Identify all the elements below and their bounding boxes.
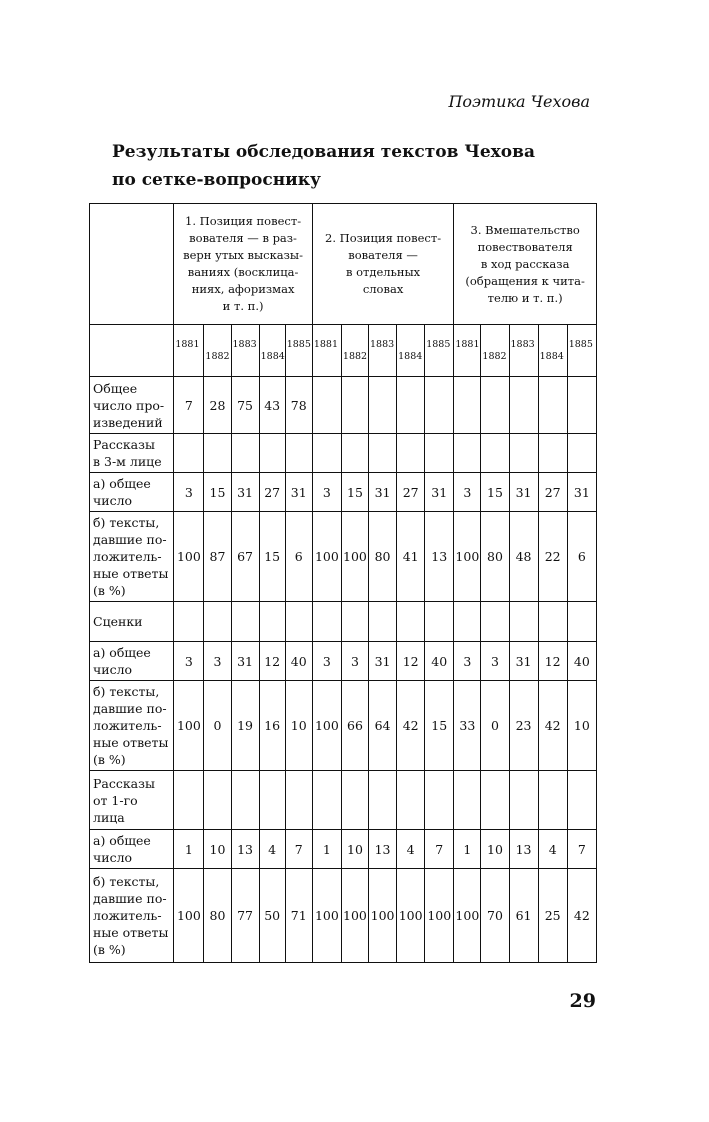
value-cell — [509, 434, 538, 473]
year-header-cell — [509, 325, 538, 377]
row-label-line: лица — [93, 809, 125, 825]
value-cell — [312, 602, 341, 642]
table-row — [90, 602, 597, 642]
value-cell: 3 — [454, 473, 481, 512]
value-cell — [204, 602, 231, 642]
value-cell: 15 — [259, 512, 285, 602]
year-header-cell — [481, 325, 509, 377]
value-cell: 48 — [509, 512, 538, 602]
value-cell: 12 — [259, 642, 285, 681]
row-label — [90, 473, 174, 512]
year-header-cell — [285, 325, 312, 377]
value-cell — [369, 771, 397, 830]
value-cell: 87 — [204, 512, 231, 602]
value-cell: 67 — [231, 512, 259, 602]
value-cell: 42 — [567, 869, 596, 963]
year-label: 1882 — [342, 351, 368, 362]
value-cell: 13 — [509, 830, 538, 869]
group-header-2: 2. Позиция повест- вователя — в отдельных словах — [312, 204, 454, 325]
page-number: 29 — [569, 990, 596, 1012]
value-cell: 3 — [174, 473, 204, 512]
value-cell: 100 — [454, 512, 481, 602]
value-cell: 100 — [454, 869, 481, 963]
value-cell — [174, 771, 204, 830]
value-cell: 42 — [397, 681, 425, 771]
value-cell: 12 — [538, 642, 567, 681]
year-header-cell — [174, 325, 204, 377]
year-label: 1881 — [455, 339, 480, 350]
row-label-line: ные ответы — [93, 735, 169, 750]
value-cell — [285, 434, 312, 473]
value-cell: 1 — [454, 830, 481, 869]
value-cell — [538, 602, 567, 642]
running-header: Поэтика Чехова — [448, 92, 590, 111]
value-cell: 71 — [285, 869, 312, 963]
row-label-line: в 3-м лице — [93, 454, 162, 469]
row-label-line: давшие по- — [93, 532, 167, 547]
value-cell: 31 — [369, 642, 397, 681]
value-cell: 100 — [397, 869, 425, 963]
row-label-line: давшие по- — [93, 701, 167, 716]
row-label-line: Рассказы — [93, 437, 155, 452]
value-cell: 31 — [567, 473, 596, 512]
value-cell: 10 — [204, 830, 231, 869]
value-cell — [397, 771, 425, 830]
row-label-line: число — [93, 662, 133, 677]
row-label — [90, 771, 174, 830]
title-line-2: по сетке-вопроснику — [112, 170, 321, 190]
row-label-line: б) тексты, — [93, 515, 160, 530]
year-label: 1882 — [482, 351, 507, 362]
value-cell: 10 — [341, 830, 368, 869]
year-label: 1883 — [370, 339, 395, 350]
row-label-line: Общее — [93, 380, 138, 396]
value-cell — [567, 602, 596, 642]
row-label — [90, 602, 174, 642]
value-cell — [259, 434, 285, 473]
value-cell: 3 — [454, 642, 481, 681]
value-cell: 13 — [369, 830, 397, 869]
row-label-line: ложитель- — [93, 549, 162, 564]
year-label: 1883 — [232, 339, 257, 350]
table-row — [90, 869, 597, 963]
value-cell: 13 — [425, 512, 454, 602]
value-cell: 31 — [509, 473, 538, 512]
table-row — [90, 830, 597, 869]
value-cell: 31 — [425, 473, 454, 512]
value-cell — [231, 602, 259, 642]
value-cell — [425, 771, 454, 830]
group-header-3: 3. Вмешательство повествователя в ход рассказа (обращения к чита- телю и т. п.) — [454, 204, 597, 325]
year-header-cell — [341, 325, 368, 377]
value-cell — [204, 434, 231, 473]
value-cell — [454, 602, 481, 642]
value-cell: 3 — [341, 642, 368, 681]
year-header-cell — [425, 325, 454, 377]
value-cell — [312, 377, 341, 434]
value-cell: 66 — [341, 681, 368, 771]
value-cell — [204, 771, 231, 830]
value-cell — [312, 434, 341, 473]
results-table — [89, 203, 597, 963]
row-label-line: давшие по- — [93, 891, 167, 906]
value-cell: 4 — [538, 830, 567, 869]
year-header-cell — [231, 325, 259, 377]
row-label-line: Рассказы — [93, 775, 155, 791]
value-cell: 100 — [174, 512, 204, 602]
value-cell: 3 — [312, 642, 341, 681]
year-label: 1885 — [426, 339, 451, 350]
value-cell — [341, 377, 368, 434]
value-cell: 25 — [538, 869, 567, 963]
row-label-line: число — [93, 850, 133, 865]
year-label: 1884 — [539, 351, 564, 362]
value-cell: 0 — [481, 681, 509, 771]
value-cell: 33 — [454, 681, 481, 771]
value-cell: 7 — [285, 830, 312, 869]
value-cell — [397, 377, 425, 434]
row-label-line: б) тексты, — [93, 874, 160, 889]
value-cell: 78 — [285, 377, 312, 434]
table-row — [90, 473, 597, 512]
row-label-line: от 1-го — [93, 792, 138, 808]
table-body — [90, 377, 597, 963]
year-label: 1884 — [260, 351, 285, 362]
row-label-line: число — [93, 493, 133, 508]
value-cell: 27 — [259, 473, 285, 512]
value-cell: 16 — [259, 681, 285, 771]
year-header-cell — [312, 325, 341, 377]
value-cell — [425, 602, 454, 642]
title-line-1: Результаты обследования текстов Чехова — [112, 142, 535, 162]
year-label: 1884 — [398, 351, 423, 362]
value-cell: 28 — [204, 377, 231, 434]
value-cell: 80 — [481, 512, 509, 602]
value-cell — [369, 377, 397, 434]
value-cell: 19 — [231, 681, 259, 771]
year-label: 1883 — [510, 339, 535, 350]
group-header-1: 1. Позиция повест- вователя — в раз- верн утых высказы- ваниях (восклица- ниях, афоризмах и т. п.) — [174, 204, 313, 325]
value-cell — [538, 771, 567, 830]
value-cell: 100 — [312, 681, 341, 771]
value-cell: 100 — [312, 869, 341, 963]
value-cell — [425, 434, 454, 473]
row-label-line: а) общее — [93, 476, 151, 491]
value-cell — [174, 434, 204, 473]
value-cell — [174, 602, 204, 642]
row-label-line: ные ответы — [93, 925, 169, 940]
value-cell: 40 — [425, 642, 454, 681]
year-label: 1885 — [568, 339, 593, 350]
row-label-line: изведений — [93, 414, 163, 430]
value-cell — [369, 602, 397, 642]
value-cell — [341, 602, 368, 642]
value-cell: 7 — [425, 830, 454, 869]
value-cell: 100 — [341, 869, 368, 963]
value-cell: 42 — [538, 681, 567, 771]
value-cell: 70 — [481, 869, 509, 963]
table-row — [90, 434, 597, 473]
value-cell: 7 — [567, 830, 596, 869]
value-cell: 61 — [509, 869, 538, 963]
value-cell: 40 — [567, 642, 596, 681]
value-cell: 12 — [397, 642, 425, 681]
year-label: 1885 — [286, 339, 311, 350]
year-header-row — [90, 325, 597, 377]
value-cell: 4 — [397, 830, 425, 869]
row-label-line: а) общее — [93, 833, 151, 848]
value-cell: 100 — [425, 869, 454, 963]
value-cell — [454, 377, 481, 434]
value-cell: 100 — [174, 869, 204, 963]
value-cell — [341, 434, 368, 473]
value-cell: 10 — [285, 681, 312, 771]
value-cell: 15 — [341, 473, 368, 512]
value-cell — [259, 602, 285, 642]
row-label — [90, 377, 174, 434]
year-header-cell — [204, 325, 231, 377]
value-cell: 23 — [509, 681, 538, 771]
year-header-cell — [259, 325, 285, 377]
table-title — [112, 138, 535, 194]
year-label: 1882 — [205, 351, 230, 362]
group-header-row — [90, 204, 597, 325]
value-cell — [397, 434, 425, 473]
value-cell: 40 — [285, 642, 312, 681]
value-cell: 10 — [481, 830, 509, 869]
value-cell — [285, 602, 312, 642]
year-label: 1881 — [313, 339, 338, 350]
row-label — [90, 642, 174, 681]
year-header-cell — [538, 325, 567, 377]
value-cell — [509, 377, 538, 434]
value-cell — [369, 434, 397, 473]
value-cell — [425, 377, 454, 434]
value-cell: 6 — [567, 512, 596, 602]
value-cell: 31 — [285, 473, 312, 512]
value-cell: 1 — [174, 830, 204, 869]
value-cell: 64 — [369, 681, 397, 771]
value-cell: 7 — [174, 377, 204, 434]
row-label-line: ные ответы — [93, 566, 169, 581]
value-cell — [285, 771, 312, 830]
value-cell: 80 — [204, 869, 231, 963]
value-cell — [538, 434, 567, 473]
row-label-line: б) тексты, — [93, 684, 160, 699]
value-cell: 3 — [204, 642, 231, 681]
value-cell: 15 — [481, 473, 509, 512]
row-label-line: (в %) — [93, 752, 126, 767]
value-cell: 0 — [204, 681, 231, 771]
corner-cell — [90, 204, 174, 325]
value-cell: 31 — [231, 473, 259, 512]
year-header-cell — [454, 325, 481, 377]
value-cell — [567, 771, 596, 830]
value-cell: 31 — [509, 642, 538, 681]
value-cell: 3 — [312, 473, 341, 512]
value-cell — [312, 771, 341, 830]
value-cell: 22 — [538, 512, 567, 602]
value-cell: 75 — [231, 377, 259, 434]
year-row-label-cell — [90, 325, 174, 377]
value-cell — [231, 771, 259, 830]
value-cell: 100 — [312, 512, 341, 602]
row-label — [90, 434, 174, 473]
value-cell: 41 — [397, 512, 425, 602]
row-label-line: Сценки — [93, 614, 143, 629]
row-label — [90, 681, 174, 771]
value-cell: 1 — [312, 830, 341, 869]
value-cell: 15 — [204, 473, 231, 512]
value-cell — [481, 602, 509, 642]
value-cell: 4 — [259, 830, 285, 869]
value-cell: 3 — [174, 642, 204, 681]
table-row — [90, 771, 597, 830]
value-cell — [567, 377, 596, 434]
table-row — [90, 512, 597, 602]
value-cell: 31 — [231, 642, 259, 681]
year-header-cell — [567, 325, 596, 377]
row-label-line: (в %) — [93, 583, 126, 598]
value-cell — [481, 434, 509, 473]
row-label-line: ложитель- — [93, 908, 162, 923]
row-label-line: число про- — [93, 397, 165, 413]
value-cell — [509, 771, 538, 830]
value-cell: 27 — [538, 473, 567, 512]
value-cell: 6 — [285, 512, 312, 602]
value-cell: 100 — [341, 512, 368, 602]
year-label: 1881 — [175, 339, 200, 350]
value-cell: 50 — [259, 869, 285, 963]
value-cell: 100 — [174, 681, 204, 771]
value-cell — [341, 771, 368, 830]
value-cell: 27 — [397, 473, 425, 512]
value-cell: 10 — [567, 681, 596, 771]
value-cell: 80 — [369, 512, 397, 602]
table-row — [90, 681, 597, 771]
value-cell: 43 — [259, 377, 285, 434]
value-cell: 15 — [425, 681, 454, 771]
value-cell: 3 — [481, 642, 509, 681]
value-cell — [567, 434, 596, 473]
row-label-line: а) общее — [93, 645, 151, 660]
row-label — [90, 512, 174, 602]
value-cell — [509, 602, 538, 642]
value-cell — [259, 771, 285, 830]
table-row — [90, 377, 597, 434]
value-cell — [397, 602, 425, 642]
value-cell: 13 — [231, 830, 259, 869]
table-row — [90, 642, 597, 681]
row-label — [90, 869, 174, 963]
year-header-cell — [369, 325, 397, 377]
value-cell — [454, 771, 481, 830]
row-label-line: (в %) — [93, 942, 126, 957]
year-header-cell — [397, 325, 425, 377]
value-cell: 31 — [369, 473, 397, 512]
value-cell — [481, 771, 509, 830]
value-cell — [481, 377, 509, 434]
value-cell — [231, 434, 259, 473]
value-cell: 100 — [369, 869, 397, 963]
row-label-line: ложитель- — [93, 718, 162, 733]
value-cell — [538, 377, 567, 434]
value-cell — [454, 434, 481, 473]
row-label — [90, 830, 174, 869]
value-cell: 77 — [231, 869, 259, 963]
